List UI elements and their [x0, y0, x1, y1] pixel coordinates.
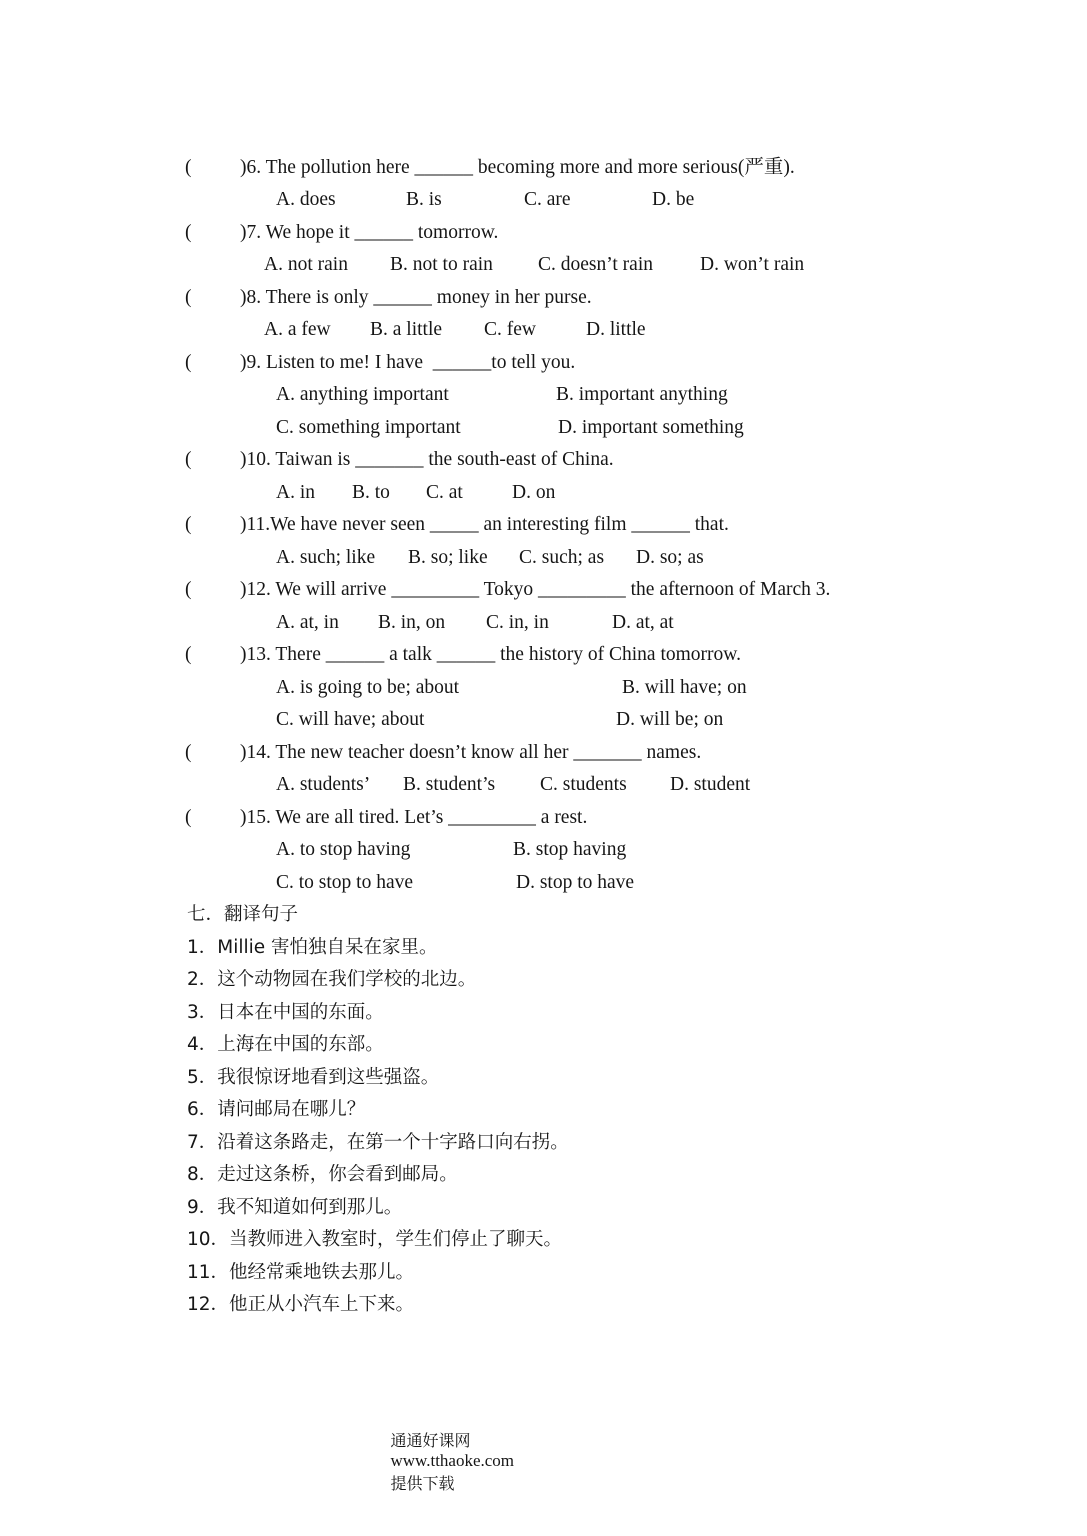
translation-item: 6．请问邮局在哪儿？ [187, 1099, 366, 1120]
translation-item: 10．当教师进入教室时，学生们停止了聊天。 [187, 1229, 563, 1250]
question-7: )7. We hope it ______ tomorrow. [240, 222, 499, 243]
option-14d: D. student [670, 774, 751, 795]
option-14b: B. student’s [403, 774, 496, 795]
option-7a: A. not rain [264, 254, 348, 275]
option-6d: D. be [652, 189, 695, 210]
footer-suffix: 提供下载 [390, 1474, 455, 1493]
option-11b: B. so; like [408, 547, 488, 568]
option-13c: C. will have; about [276, 709, 425, 730]
option-13b: B. will have; on [622, 677, 747, 698]
option-7d: D. won’t rain [700, 254, 805, 275]
question-6: )6. The pollution here ______ becoming more and more serious(严重). [240, 157, 795, 178]
option-11d: D. so; as [636, 547, 704, 568]
option-15c: C. to stop to have [276, 872, 414, 893]
footer-site-name: 通通好课网 [390, 1431, 471, 1450]
translation-item: 9．我不知道如何到那儿。 [187, 1197, 403, 1218]
option-13d: D. will be; on [616, 709, 724, 730]
option-11c: C. such; as [519, 547, 605, 568]
translation-item: 11．他经常乘地铁去那儿。 [187, 1262, 415, 1283]
option-9d: D. important something [558, 417, 744, 438]
option-14c: C. students [540, 774, 627, 795]
option-9b: B. important anything [556, 384, 728, 405]
option-8b: B. a little [370, 319, 443, 340]
option-12a: A. at, in [276, 612, 339, 633]
option-8d: D. little [586, 319, 646, 340]
translation-item: 1．Millie 害怕独自呆在家里。 [187, 937, 438, 958]
answer-bracket: ( [185, 807, 192, 828]
option-8c: C. few [484, 319, 536, 340]
option-12b: B. in, on [378, 612, 446, 633]
footer [382, 1408, 514, 1494]
translation-item: 2．这个动物园在我们学校的北边。 [187, 969, 477, 990]
option-10c: C. at [426, 482, 463, 503]
translation-item: 7．沿着这条路走，在第一个十字路口向右拐。 [187, 1132, 569, 1153]
option-10d: D. on [512, 482, 556, 503]
option-9c: C. something important [276, 417, 461, 438]
answer-bracket: ( [185, 157, 192, 178]
question-12: )12. We will arrive _________ Tokyo _________ the afternoon of March 3. [240, 579, 831, 600]
answer-bracket: ( [185, 449, 192, 470]
option-8a: A. a few [264, 319, 331, 340]
option-15b: B. stop having [513, 839, 627, 860]
answer-bracket: ( [185, 742, 192, 763]
question-10: )10. Taiwan is _______ the south-east of China. [240, 449, 614, 470]
option-12c: C. in, in [486, 612, 549, 633]
option-11a: A. such; like [276, 547, 376, 568]
option-12d: D. at, at [612, 612, 674, 633]
translation-item: 3．日本在中国的东面。 [187, 1002, 384, 1023]
option-6a: A. does [276, 189, 336, 210]
answer-bracket: ( [185, 222, 192, 243]
option-13a: A. is going to be; about [276, 677, 460, 698]
option-7c: C. doesn’t rain [538, 254, 654, 275]
answer-bracket: ( [185, 352, 192, 373]
translation-item: 5．我很惊讶地看到这些强盗。 [187, 1067, 440, 1088]
option-15a: A. to stop having [276, 839, 411, 860]
translation-item: 4．上海在中国的东部。 [187, 1034, 384, 1055]
question-9: )9. Listen to me! I have ______to tell you. [240, 352, 576, 373]
translation-item: 8．走过这条桥，你会看到邮局。 [187, 1164, 458, 1185]
question-11: )11.We have never seen _____ an interesting film ______ that. [240, 514, 729, 535]
option-14a: A. students’ [276, 774, 371, 795]
answer-bracket: ( [185, 644, 192, 665]
answer-bracket: ( [185, 579, 192, 600]
section-title: 七．翻译句子 [187, 904, 299, 925]
option-10b: B. to [352, 482, 390, 503]
option-6c: C. are [524, 189, 571, 210]
option-15d: D. stop to have [516, 872, 635, 893]
footer-url[interactable]: www.tthaoke.com [390, 1451, 515, 1470]
question-14: )14. The new teacher doesn’t know all her _______ names. [240, 742, 702, 763]
question-13: )13. There ______ a talk ______ the history of China tomorrow. [240, 644, 741, 665]
option-9a: A. anything important [276, 384, 449, 405]
option-6b: B. is [406, 189, 442, 210]
answer-bracket: ( [185, 287, 192, 308]
answer-bracket: ( [185, 514, 192, 535]
translation-item: 12．他正从小汽车上下来。 [187, 1294, 415, 1315]
option-10a: A. in [276, 482, 315, 503]
option-7b: B. not to rain [390, 254, 493, 275]
question-15: )15. We are all tired. Let’s _________ a rest. [240, 807, 588, 828]
question-8: )8. There is only ______ money in her purse. [240, 287, 592, 308]
